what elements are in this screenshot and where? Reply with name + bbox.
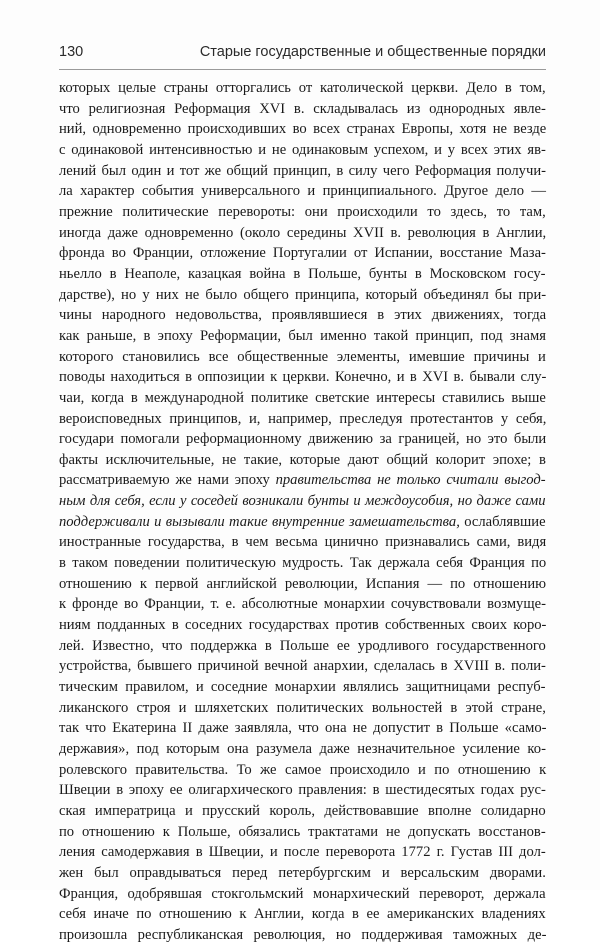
- text-segment: ла характер события универсального и принципиального. Другое дело —: [59, 183, 546, 200]
- text-segment: которого становились все общественные элементы, имевшие причины и: [59, 348, 546, 365]
- text-line: [59, 326, 546, 347]
- text-segment: тическим правилом, и соседние монархии являлись защитницами респуб-: [59, 679, 546, 696]
- text-segment: чины народного недовольства, проявлявшиеся в этих движениях, тогда: [59, 307, 547, 324]
- text-line: [59, 698, 546, 719]
- text-line: [59, 388, 546, 409]
- text-segment: прежние политические перевороты: они происходили то здесь, то там,: [59, 203, 546, 220]
- text-line: [59, 119, 546, 140]
- text-line: [59, 140, 546, 161]
- text-line: [59, 594, 546, 615]
- text-segment: фронда во Франции, отложение Португалии от Испании, восстание Маза-: [59, 245, 546, 262]
- text-line: [59, 347, 546, 368]
- text-line: [59, 863, 546, 884]
- running-head: Старые государственные и общественные порядки: [199, 44, 546, 60]
- body-text: [59, 78, 546, 946]
- text-line: [59, 925, 546, 946]
- text-line: [59, 822, 546, 843]
- text-line: [59, 760, 546, 781]
- text-segment: к фронде во Франции, т. е. абсолютные монархии сочувствовали возмуще-: [59, 596, 546, 613]
- text-line: [59, 491, 546, 512]
- text-line: [59, 202, 546, 223]
- text-line: [59, 223, 546, 244]
- text-segment: в таком поведении политическую мудрость. Так держала себя Франция по: [59, 555, 547, 572]
- text-segment: поводы находиться в оппозиции к церкви. Конечно, и в XVI в. бывали слу-: [59, 369, 547, 386]
- text-segment: державия», под которым она разумела даже незначительное усиление ко-: [59, 741, 546, 757]
- text-segment: лений был один и тот же общий принцип, в силу чего Реформация получи-: [59, 162, 546, 179]
- text-segment: ослаблявшие: [459, 513, 546, 530]
- text-line: [59, 161, 546, 182]
- text-line: [59, 181, 546, 202]
- text-segment: факты исключительные, не такие, которые дают общий колорит эпохе; в: [59, 451, 546, 468]
- text-line: [59, 904, 546, 925]
- text-line: [59, 409, 546, 430]
- text-line: [59, 305, 546, 326]
- text-line: [59, 574, 546, 595]
- text-line: [59, 532, 546, 553]
- text-line: [59, 842, 546, 863]
- text-segment: иностранные государства, в чем весьма цинично признавались сами, видя: [59, 534, 547, 551]
- text-line: [59, 512, 546, 533]
- text-line: [59, 718, 546, 739]
- text-segment: рассматриваемую же нами эпоху: [59, 472, 276, 489]
- text-line: [59, 801, 546, 822]
- text-segment: произошла республиканская революция, но поддерживая таможных де-: [59, 926, 547, 943]
- page-header: [59, 44, 546, 66]
- text-line: [59, 429, 546, 450]
- header-rule: [59, 69, 546, 70]
- text-segment: государи помогали реформационному движению за границей, но это были: [59, 431, 547, 448]
- text-line: [59, 780, 546, 801]
- text-segment: с одинаковой интенсивностью и не одинаковым успехом, и у всех этих яв-: [59, 141, 546, 158]
- text-segment: себя иначе по отношению к Англии, когда в ее американских владениях: [59, 906, 546, 923]
- text-segment: чаи, когда в международной политике светские интересы ставились выше: [59, 389, 546, 406]
- text-line: [59, 243, 546, 264]
- page-number: 130: [59, 44, 84, 60]
- text-line: [59, 636, 546, 657]
- text-line: [59, 677, 546, 698]
- italic-text: ным для себя, если у соседей возникали бунты и междоусобия, но даже сами: [59, 493, 546, 510]
- text-segment: дарстве), но у них не было общего принципа, который объединял бы при-: [59, 286, 547, 303]
- text-line: [59, 367, 546, 388]
- text-segment: как раньше, в эпоху Реформации, был именно такой принцип, под знамя: [59, 327, 546, 344]
- text-line: [59, 99, 546, 120]
- text-segment: иногда даже одновременно (около середины XVII в. революция в Англии,: [59, 224, 547, 241]
- text-segment: Франция, одобрявшая стокгольмский монархический переворот, держала: [59, 885, 546, 902]
- text-line: [59, 470, 546, 491]
- text-segment: что религиозная Реформация XVI в. складывалась из однородных явле-: [59, 100, 546, 117]
- text-segment: по отношению к Польше, обязались трактатами не допускать восстанов-: [59, 823, 546, 840]
- text-segment: ниям подданных в соседних государствах против собственных своих коро-: [59, 617, 547, 634]
- text-line: [59, 285, 546, 306]
- text-line: [59, 78, 546, 99]
- text-line: [59, 553, 546, 574]
- text-segment: так что Екатерина II даже заявляла, что она не допустит в Польше «само-: [59, 720, 547, 737]
- italic-text: поддерживали и вызывали такие внутренние замешательства,: [59, 513, 460, 530]
- text-segment: лей. Известно, что поддержка в Польше ее уродливого государственного: [59, 637, 546, 654]
- text-segment: отношению к первой английской революции, Испания — по отношению: [59, 575, 547, 592]
- text-segment: ний, одновременно происходивших во всех странах Европы, хотя не везде: [59, 121, 547, 138]
- text-segment: устройства, бывшего причиной вечной анархии, сделалась в XVIII в. поли-: [59, 658, 546, 675]
- text-segment: жен был оправдываться перед петербургским и версальским дворами.: [59, 864, 546, 881]
- italic-text: правительства не только считали выгод-: [275, 472, 546, 489]
- text-line: [59, 450, 546, 471]
- text-segment: ская императрица и прусский король, действовавшие вполне солидарно: [59, 802, 546, 819]
- text-line: [59, 656, 546, 677]
- text-segment: ньелло в Неаполе, казацкая война в Польше, бунты в Московском госу-: [59, 265, 546, 282]
- text-line: [59, 739, 546, 760]
- text-line: [59, 615, 546, 636]
- text-segment: Швеции в эпоху ее олигархического правления: в шестидесятых годах рус-: [59, 782, 546, 799]
- text-segment: ления самодержавия в Швеции, и после переворота 1772 г. Густав III дол-: [59, 844, 546, 861]
- text-segment: ролевского правительства. То же самое происходило и по отношению к: [59, 761, 547, 778]
- text-segment: вероисповедных принципов, и, например, преследуя протестантов у себя,: [59, 410, 547, 427]
- text-line: [59, 264, 546, 285]
- text-line: [59, 884, 546, 905]
- text-segment: ликанского строя и шляхетских политических вольностей в этой стране,: [59, 699, 546, 716]
- text-segment: которых целые страны отторгались от католической церкви. Дело в том,: [59, 80, 546, 96]
